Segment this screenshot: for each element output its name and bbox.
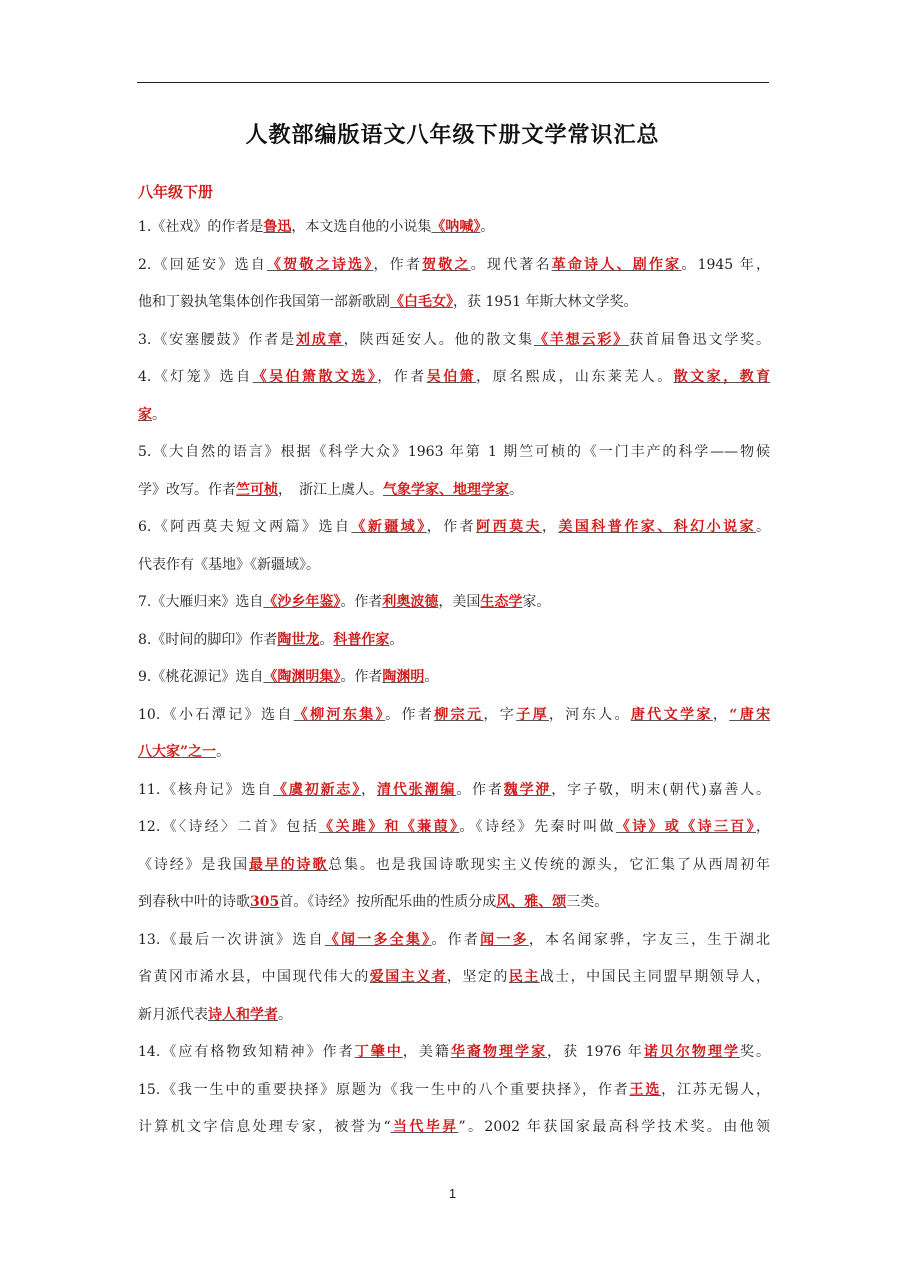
key-term: 柳宗元 bbox=[434, 706, 484, 723]
key-term: 鲁迅 bbox=[263, 219, 292, 235]
text-line bbox=[138, 363, 770, 401]
text-run: ， bbox=[361, 781, 377, 798]
text-run: 。现代著名 bbox=[470, 256, 552, 273]
key-term: 《羊想云彩》 bbox=[533, 331, 630, 348]
key-term: 竺可桢 bbox=[236, 481, 278, 498]
text-run: 10.《小石潭记》选自 bbox=[138, 706, 294, 723]
text-line bbox=[138, 288, 770, 326]
key-term: 科普作家 bbox=[333, 631, 390, 648]
key-term: 丁肇中 bbox=[354, 1044, 403, 1060]
key-term: 贺敬之 bbox=[422, 256, 471, 273]
key-term: 《虞初新志》 bbox=[273, 781, 362, 798]
text-run: 首。《诗经》按所配乐曲的性质分成 bbox=[279, 894, 497, 910]
text-run: 学》改写。作者 bbox=[138, 481, 236, 498]
key-term: 最早的诗歌 bbox=[248, 856, 329, 873]
text-line bbox=[138, 813, 770, 851]
key-term: 刘成章 bbox=[295, 331, 344, 348]
key-term: 生态学 bbox=[480, 594, 523, 610]
text-run: 《诗经》是我国 bbox=[138, 856, 249, 873]
text-line bbox=[138, 513, 770, 551]
key-term: 王选 bbox=[629, 1081, 662, 1098]
text-line bbox=[138, 701, 770, 739]
text-line bbox=[138, 888, 770, 926]
text-run: 。 bbox=[319, 631, 334, 648]
text-line bbox=[138, 851, 770, 889]
key-term: 305 bbox=[250, 894, 280, 910]
header-rule bbox=[137, 82, 769, 83]
key-term: 魏学洢 bbox=[503, 781, 552, 798]
text-run: 。《诗经》先秦时叫做 bbox=[459, 819, 616, 835]
text-run: 他和丁毅执笔集体创作我国第一部新歌剧 bbox=[138, 294, 390, 310]
text-run: 总集。也是我国诗歌现实主义传统的源头，它汇集了从西周初年 bbox=[328, 856, 771, 873]
page-number: 1 bbox=[448, 1186, 457, 1201]
key-term: 《贺敬之诗选》 bbox=[267, 256, 374, 273]
text-run: ， 浙江上虞人。 bbox=[278, 481, 383, 498]
key-term: 《关雎》和《蒹葭》 bbox=[319, 819, 460, 835]
text-run: 1.《社戏》的作者是 bbox=[138, 219, 264, 235]
key-term: 《诗》或《诗三百》 bbox=[615, 819, 757, 835]
text-line bbox=[138, 738, 770, 776]
key-term: 陶世龙 bbox=[277, 631, 320, 648]
key-term: “唐宋 bbox=[729, 706, 771, 723]
text-run: ，美国 bbox=[438, 594, 481, 610]
text-run: 省黄冈市浠水县，中国现代伟大的 bbox=[138, 969, 370, 985]
page-title: 人教部编版语文八年级下册文学常识汇总 bbox=[245, 123, 660, 148]
key-term: 爱国主义者 bbox=[369, 969, 447, 985]
text-line bbox=[138, 476, 770, 514]
text-run: 13.《最后一次讲演》选自 bbox=[138, 931, 325, 948]
key-term: 《陶渊明集》 bbox=[263, 669, 341, 685]
text-run: ，字 bbox=[483, 706, 517, 723]
key-term: 风、雅、颂 bbox=[496, 894, 567, 910]
text-run: ，作者 bbox=[426, 519, 477, 535]
text-run: 。作者 bbox=[340, 594, 383, 610]
key-term: 唐代文学家 bbox=[630, 706, 713, 723]
text-run: ”。2002 年获国家最高科学技术奖。由他领 bbox=[458, 1119, 770, 1135]
text-run: 。 bbox=[756, 519, 771, 535]
key-term: 闻一多 bbox=[480, 931, 529, 948]
text-run: 。 bbox=[480, 219, 495, 235]
document-body bbox=[138, 213, 770, 1151]
text-run: 12.《〈诗经〉二首》包括 bbox=[138, 819, 320, 835]
text-run: ，河东人。 bbox=[548, 706, 631, 723]
key-term: 散文家，教育 bbox=[673, 369, 771, 385]
key-term: 《吴伯箫散文选》 bbox=[252, 369, 378, 385]
text-run: 。 bbox=[424, 669, 439, 685]
text-line bbox=[138, 626, 770, 664]
text-run: 5.《大自然的语言》根据《科学大众》1963 年第 1 期竺可桢的《一门丰产的科学——物候 bbox=[138, 444, 770, 460]
text-line bbox=[138, 551, 770, 589]
key-term: 华裔物理学家 bbox=[450, 1044, 548, 1060]
key-term: 革命诗人、剧作家 bbox=[551, 256, 682, 273]
text-run: 。 bbox=[278, 1006, 292, 1023]
text-run: 。1945 年， bbox=[681, 256, 771, 273]
key-term: 家 bbox=[138, 406, 152, 423]
key-term: 清代张潮编 bbox=[376, 781, 457, 798]
text-run: ，字子敬，明末(朝代)嘉善人。 bbox=[551, 781, 771, 798]
key-term: 陶渊明 bbox=[382, 669, 425, 685]
text-run: 。 bbox=[509, 481, 523, 498]
text-run: 。作者 bbox=[385, 706, 435, 723]
key-term: 诗人和学者 bbox=[208, 1006, 278, 1023]
text-run: 15.《我一生中的重要抉择》原题为《我一生中的八个重要抉择》，作者 bbox=[138, 1081, 630, 1098]
section-heading: 八年级下册 bbox=[138, 183, 214, 201]
text-run: ，陕西延安人。他的散文集 bbox=[343, 331, 534, 348]
key-term: 吴伯箫 bbox=[426, 369, 477, 385]
text-line bbox=[138, 1113, 770, 1151]
text-run: 4.《灯笼》选自 bbox=[138, 369, 253, 385]
text-run: ， bbox=[712, 706, 730, 723]
text-line bbox=[138, 776, 770, 814]
text-run: ，作者 bbox=[377, 369, 427, 385]
text-line bbox=[138, 213, 770, 251]
text-run: 计算机文字信息处理专家，被誉为“ bbox=[138, 1119, 391, 1135]
key-term: 《闻一多全集》 bbox=[324, 931, 432, 948]
key-term: 《新疆域》 bbox=[351, 519, 427, 535]
text-run: ，获 1951 年斯大林文学奖。 bbox=[453, 294, 638, 310]
text-line bbox=[138, 401, 770, 439]
key-term: 《白毛女》 bbox=[390, 294, 453, 310]
text-run: 。作者 bbox=[431, 931, 481, 948]
text-line bbox=[138, 663, 770, 701]
text-line bbox=[138, 326, 770, 364]
key-term: 《沙乡年鉴》 bbox=[263, 594, 341, 610]
text-run: 三类。 bbox=[566, 894, 609, 910]
text-run: 11.《核舟记》选自 bbox=[138, 781, 274, 798]
text-run: ，美籍 bbox=[402, 1044, 451, 1060]
key-term: 当代毕昇 bbox=[390, 1119, 459, 1135]
text-run: 6.《阿西莫夫短文两篇》选自 bbox=[138, 519, 352, 535]
text-run: 新月派代表 bbox=[138, 1006, 208, 1023]
text-run: 14.《应有格物致知精神》作者 bbox=[138, 1044, 355, 1060]
text-run: 7.《大雁归来》选自 bbox=[138, 594, 264, 610]
text-run: 家。 bbox=[522, 594, 551, 610]
text-line bbox=[138, 963, 770, 1001]
text-run: 9.《桃花源记》选自 bbox=[138, 669, 264, 685]
text-run: 奖。 bbox=[740, 1044, 771, 1060]
key-term: 阿西莫夫 bbox=[476, 519, 542, 535]
key-term: 子厚 bbox=[516, 706, 549, 723]
text-run: 获首届鲁迅文学奖。 bbox=[629, 331, 771, 348]
key-term: 八大家”之一 bbox=[138, 744, 217, 760]
key-term: 利奥波德 bbox=[382, 594, 439, 610]
text-run: 。 bbox=[152, 406, 166, 423]
text-run: 到春秋中叶的诗歌 bbox=[138, 894, 250, 910]
text-run: ，获 1976 年 bbox=[547, 1044, 644, 1060]
text-line bbox=[138, 438, 770, 476]
key-term: 民主 bbox=[508, 969, 540, 985]
text-run: ，江苏无锡人， bbox=[661, 1081, 771, 1098]
text-run: 。作者 bbox=[456, 781, 504, 798]
text-line bbox=[138, 1038, 770, 1076]
text-run: ，原名熙成，山东莱芜人。 bbox=[476, 369, 674, 385]
text-line bbox=[138, 1001, 770, 1039]
text-line bbox=[138, 1076, 770, 1114]
key-term: 《柳河东集》 bbox=[293, 706, 386, 723]
text-line bbox=[138, 251, 770, 289]
text-run: 2.《回延安》选自 bbox=[138, 256, 267, 273]
text-run: 。 bbox=[389, 631, 404, 648]
text-line bbox=[138, 588, 770, 626]
text-run: 8.《时间的脚印》作者 bbox=[138, 631, 278, 648]
text-run: 。作者 bbox=[340, 669, 383, 685]
text-run: 3.《安塞腰鼓》作者是 bbox=[138, 331, 296, 348]
text-run: 。 bbox=[216, 744, 231, 760]
text-run: ，本文选自他的小说集 bbox=[291, 219, 432, 235]
text-run: 代表作有《基地》《新疆域》。 bbox=[138, 556, 320, 573]
text-run: ， bbox=[542, 519, 559, 535]
text-run: 战士，中国民主同盟早期领导人， bbox=[539, 969, 771, 985]
key-term: 气象学家、地理学家 bbox=[383, 481, 509, 498]
text-run: ，坚定的 bbox=[447, 969, 509, 985]
key-term: 《呐喊》 bbox=[431, 219, 481, 235]
text-run: ，本名闻家骅，字友三，生于湖北 bbox=[528, 931, 771, 948]
key-term: 美国科普作家、科幻小说家 bbox=[558, 519, 757, 535]
text-run: ， bbox=[756, 819, 771, 835]
text-run: ，作者 bbox=[373, 256, 423, 273]
text-line bbox=[138, 926, 770, 964]
key-term: 诺贝尔物理学 bbox=[643, 1044, 741, 1060]
